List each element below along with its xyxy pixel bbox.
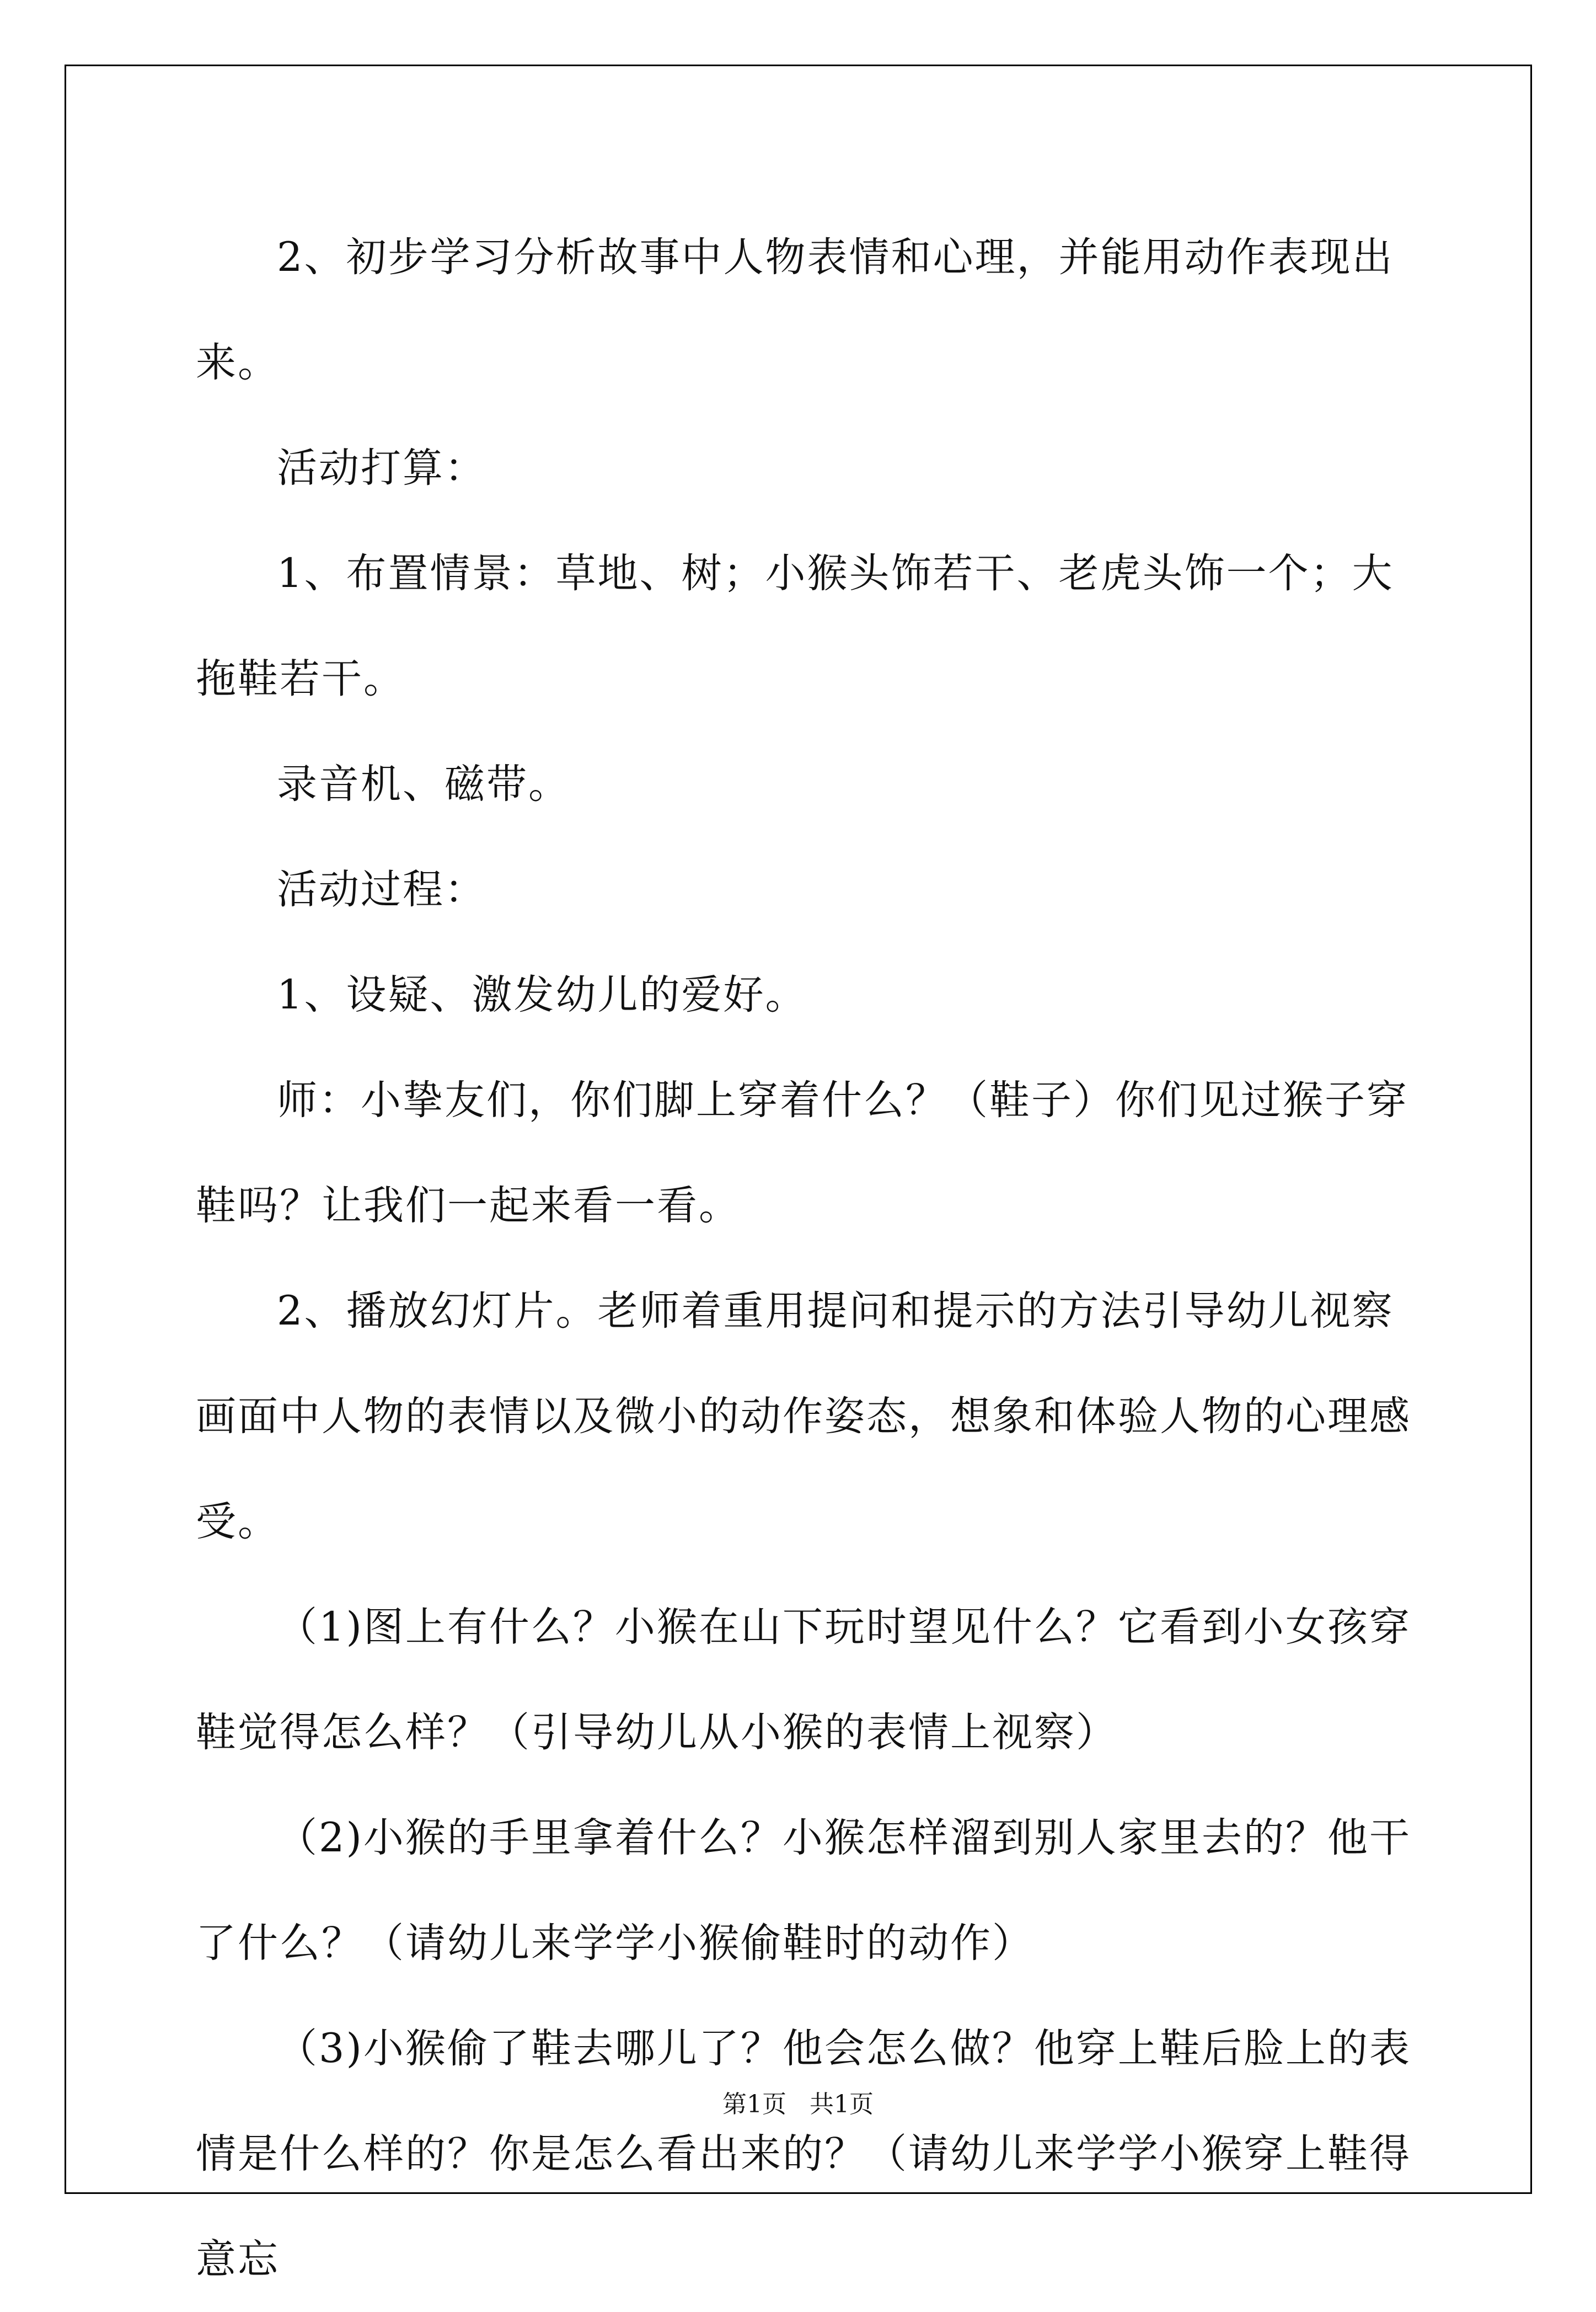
paragraph: 1、布置情景：草地、树；小猴头饰若干、老虎头饰一个；大拖鞋若干。	[196, 550, 1394, 702]
page-footer	[0, 2084, 1596, 2119]
paragraph: 1、设疑、激发幼儿的爱好。	[277, 971, 807, 1018]
paragraph: 2、播放幻灯片。老师着重用提问和提示的方法引导幼儿视察画面中人物的表情以及微小的动作姿态，想象和体验人物的心理感受。	[196, 1288, 1411, 1545]
paragraph: （1)图上有什么？小猴在山下玩时望见什么？它看到小女孩穿鞋觉得怎么样？（引导幼儿从小猴的表情上视察）	[196, 1604, 1411, 1756]
paragraph: 录音机、磁带。	[277, 761, 570, 808]
paragraph: 活动过程：	[277, 866, 486, 913]
paragraph: （3)小猴偷了鞋去哪儿了？他会怎么做？他穿上鞋后脸上的表情是什么样的？你是怎么看出来的？（请幼儿来学学小猴穿上鞋得意忘	[196, 2025, 1411, 2283]
document-body	[196, 205, 1415, 2312]
page-number: 第1页	[722, 2090, 787, 2118]
paragraph: 活动打算：	[277, 445, 486, 492]
paragraph: （2)小猴的手里拿着什么？小猴怎样溜到别人家里去的？他干了什么？（请幼儿来学学小猴偷鞋时的动作）	[196, 1814, 1411, 1967]
page-total: 共1页	[809, 2090, 874, 2118]
paragraph: 师：小挚友们，你们脚上穿着什么？（鞋子）你们见过猴子穿鞋吗？让我们一起来看一看。	[196, 1077, 1408, 1229]
paragraph: 2、初步学习分析故事中人物表情和心理，并能用动作表现出来。	[196, 234, 1394, 386]
